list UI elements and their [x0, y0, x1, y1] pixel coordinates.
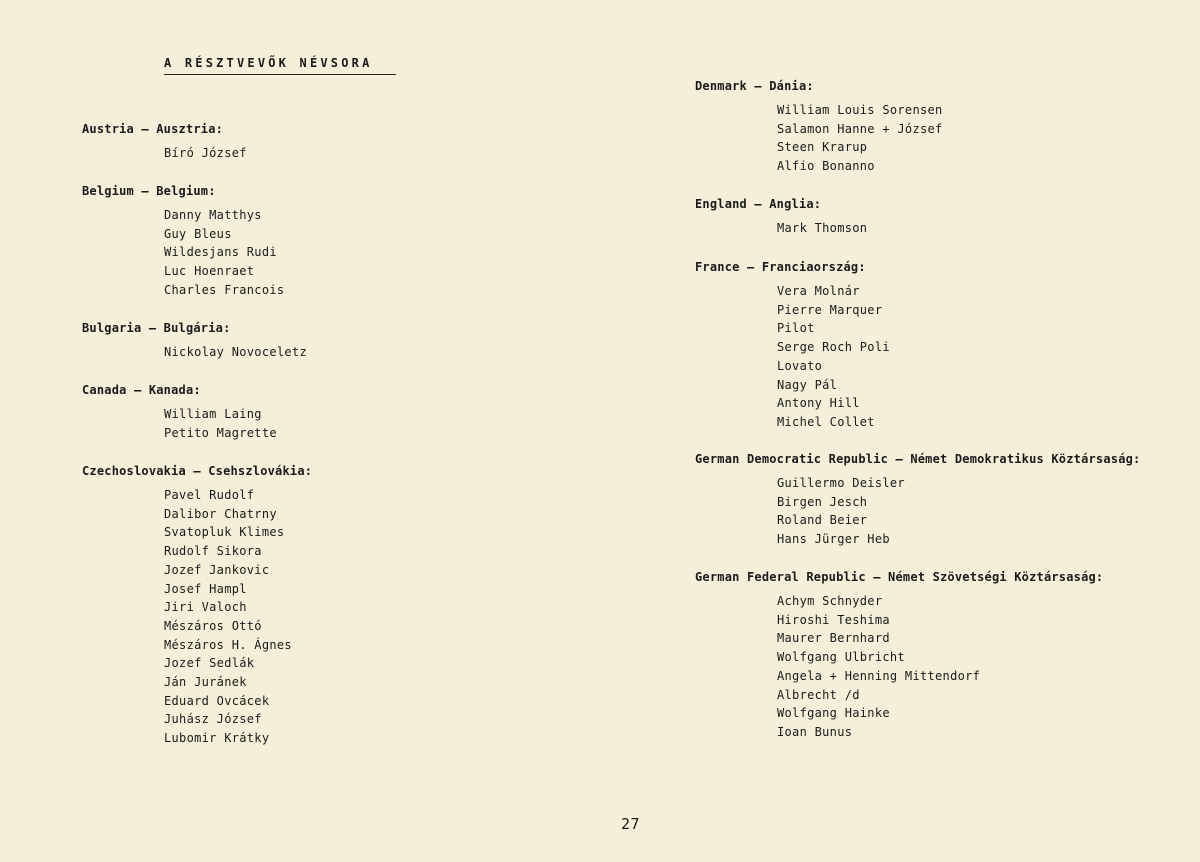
participant-name: Wolfgang Hainke	[777, 706, 890, 721]
participant-name: Steen Krarup	[777, 140, 868, 155]
participant-name: Nickolay Novoceletz	[164, 345, 307, 359]
participant-name: Wolfgang Ulbricht	[777, 650, 905, 665]
participant-name: Charles Francois	[164, 282, 285, 297]
participant-name: Mészáros Ottó	[164, 618, 262, 633]
participant-name: Serge Roch Poli	[777, 340, 890, 355]
participant-name: Maurer Bernhard	[777, 631, 890, 646]
country-heading: Belgium — Belgium:	[82, 184, 216, 198]
country-group-austria	[82, 120, 247, 163]
country-group-england	[695, 195, 867, 238]
participant-name: Birgen Jesch	[777, 494, 868, 509]
participant-name: Luc Hoenraet	[164, 264, 255, 279]
country-heading: German Federal Republic — Német Szövetségi Köztársaság:	[695, 570, 1104, 584]
participant-name: Angela + Henning Mittendorf	[777, 668, 981, 683]
participant-name: Svatopluk Klimes	[164, 525, 285, 540]
participant-name: Lubomir Krátky	[164, 731, 270, 746]
page-title: A RÉSZTVEVŐK NÉVSORA	[164, 56, 373, 70]
participant-name: Achym Schnyder	[777, 594, 883, 608]
participant-list	[164, 486, 312, 748]
participant-name: Ioan Bunus	[777, 724, 853, 739]
participant-name: William Laing	[164, 407, 262, 421]
participant-name: Pavel Rudolf	[164, 488, 255, 502]
participant-list	[777, 101, 943, 176]
page-number: 27	[621, 815, 641, 833]
participant-name: Jozef Sedlák	[164, 656, 255, 671]
country-group-canada	[82, 381, 277, 442]
country-heading: England — Anglia:	[695, 197, 822, 211]
participant-list	[777, 474, 1140, 549]
country-group-german-federal-republic	[695, 568, 1103, 742]
participant-name: Guillermo Deisler	[777, 476, 905, 490]
country-group-german-democratic-republic	[695, 450, 1140, 549]
participant-name: Jiri Valoch	[164, 600, 247, 615]
participant-list	[164, 405, 277, 442]
participant-name: Albrecht /d	[777, 687, 860, 702]
participant-name: Dalibor Chatrny	[164, 506, 277, 521]
country-group-bulgaria	[82, 319, 307, 362]
participant-name: Josef Hampl	[164, 581, 247, 596]
participant-name: Mészáros H. Ágnes	[164, 637, 292, 652]
participant-name: Danny Matthys	[164, 208, 262, 222]
participant-name: Roland Beier	[777, 513, 868, 528]
participant-name: Eduard Ovcácek	[164, 693, 270, 708]
title-underline	[164, 74, 396, 75]
participant-name: Nagy Pál	[777, 377, 838, 392]
participant-name: Petito Magrette	[164, 425, 277, 440]
participant-name: Jozef Jankovic	[164, 562, 270, 577]
participant-name: Pierre Marquer	[777, 302, 883, 317]
country-heading: German Democratic Republic — Német Demokratikus Köztársaság:	[695, 452, 1141, 466]
participant-name: William Louis Sorensen	[777, 103, 943, 117]
participant-name: Ján Juránek	[164, 675, 247, 690]
participant-list	[777, 592, 1103, 742]
participant-name: Lovato	[777, 358, 823, 373]
participant-name: Pilot	[777, 321, 815, 336]
participant-name: Antony Hill	[777, 396, 860, 411]
participant-list	[777, 282, 890, 432]
participant-name: Wildesjans Rudi	[164, 245, 277, 260]
country-group-france	[695, 258, 890, 432]
participant-name: Hiroshi Teshima	[777, 612, 890, 627]
country-heading: Austria — Ausztria:	[82, 122, 224, 136]
country-heading: France — Franciaország:	[695, 260, 866, 274]
participant-list	[164, 144, 247, 163]
participant-name: Mark Thomson	[777, 221, 868, 235]
participant-name: Hans Jürger Heb	[777, 532, 890, 547]
participant-name: Michel Collet	[777, 414, 875, 429]
participant-name: Vera Molnár	[777, 284, 860, 298]
participant-name: Alfio Bonanno	[777, 159, 875, 174]
country-heading: Denmark — Dánia:	[695, 79, 814, 93]
country-group-czechoslovakia	[82, 462, 312, 748]
participant-list	[164, 343, 307, 362]
participant-list	[164, 206, 284, 300]
participant-list	[777, 219, 867, 238]
country-heading: Czechoslovakia — Csehszlovákia:	[82, 464, 313, 478]
country-group-denmark	[695, 77, 943, 176]
participant-name: Salamon Hanne + József	[777, 121, 943, 136]
country-group-belgium	[82, 182, 284, 300]
participant-name: Bíró József	[164, 146, 247, 160]
participant-name: Guy Bleus	[164, 226, 232, 241]
country-heading: Canada — Kanada:	[82, 383, 201, 397]
country-heading: Bulgaria — Bulgária:	[82, 321, 231, 335]
participant-name: Juhász József	[164, 712, 262, 727]
participant-name: Rudolf Sikora	[164, 544, 262, 559]
